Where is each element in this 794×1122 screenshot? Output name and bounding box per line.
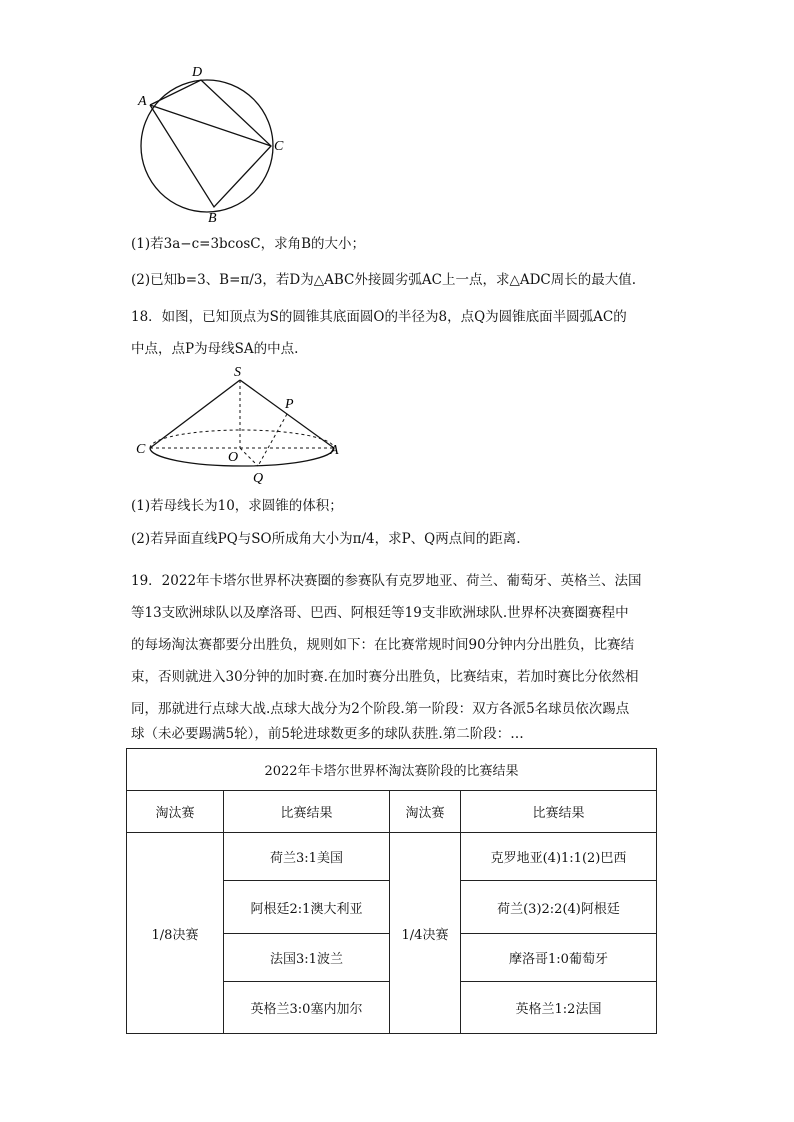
q17-part2: (2)已知b=3、B=π/3，若D为△ABC外接圆劣弧AC上一点，求△ADC周长的最大值.	[131, 272, 637, 288]
stage-round-of-16: 1/8决赛	[127, 833, 224, 1034]
label-a2: A	[330, 443, 339, 458]
label-a: A	[138, 94, 147, 109]
result-cell: 英格兰3:0塞内加尔	[224, 982, 390, 1034]
q19-line-6: 球（未必要踢满5轮），前5轮进球数更多的球队获胜.第二阶段：…	[131, 726, 524, 742]
generatrix-sc	[150, 380, 240, 448]
label-p: P	[285, 397, 294, 412]
header-result-right: 比赛结果	[461, 791, 657, 833]
q18-part2: (2)若异面直线PQ与SO所成角大小为π/4，求P、Q两点间的距离.	[131, 531, 521, 547]
diagonal-ac	[150, 105, 271, 146]
result-cell: 克罗地亚(4)1:1(2)巴西	[461, 833, 657, 881]
label-s: S	[234, 365, 241, 380]
table-title: 2022年卡塔尔世界杯淘汰赛阶段的比赛结果	[127, 749, 657, 791]
result-cell: 荷兰(3)2:2(4)阿根廷	[461, 881, 657, 934]
label-o: O	[228, 450, 239, 465]
label-c2: C	[136, 442, 146, 457]
q17-part1: (1)若3a−c=3bcosC，求角B的大小；	[131, 236, 366, 252]
base-ellipse-back	[150, 430, 334, 448]
q19-line-3: 的每场淘汰赛都要分出胜负，规则如下：在比赛常规时间90分钟内分出胜负，比赛结	[131, 637, 635, 653]
stage-quarterfinal: 1/4决赛	[390, 833, 461, 1034]
header-stage-right: 淘汰赛	[390, 791, 461, 833]
result-cell: 荷兰3:1美国	[224, 833, 390, 881]
segment-pq	[258, 414, 287, 466]
results-table	[126, 748, 657, 1034]
label-b: B	[208, 211, 217, 226]
header-result-left: 比赛结果	[224, 791, 390, 833]
result-cell: 阿根廷2:1澳大利亚	[224, 881, 390, 934]
result-cell: 英格兰1:2法国	[461, 982, 657, 1034]
q19-line-4: 束，否则就进入30分钟的加时赛.在加时赛分出胜负，比赛结束，若加时赛比分依然相	[131, 669, 639, 685]
q19-line-5: 同，那就进行点球大战.点球大战分为2个阶段.第一阶段：双方各派5名球员依次踢点	[131, 701, 630, 717]
label-q: Q	[253, 471, 264, 486]
cone-figure	[130, 360, 360, 490]
label-d: D	[192, 65, 203, 80]
table-row	[127, 833, 657, 881]
q19-line-2: 等13支欧洲球队以及摩洛哥、巴西、阿根廷等19支非欧洲球队.世界杯决赛圈赛程中	[131, 605, 629, 621]
result-cell: 摩洛哥1:0葡萄牙	[461, 934, 657, 982]
q18-part1: (1)若母线长为10，求圆锥的体积；	[131, 498, 343, 514]
header-stage-left: 淘汰赛	[127, 791, 224, 833]
circle-figure	[130, 58, 300, 228]
q18-intro-line1: 18．如图，已知顶点为S的圆锥其底面圆O的半径为8，点Q为圆锥底面半圆弧AC的	[131, 309, 627, 325]
q19-line-1: 19．2022年卡塔尔世界杯决赛圈的参赛队有克罗地亚、荷兰、葡萄牙、英格兰、法国	[131, 573, 642, 589]
label-c: C	[274, 139, 284, 154]
segment-oq	[240, 448, 258, 466]
base-ellipse-front	[150, 448, 334, 466]
q18-intro-line2: 中点，点P为母线SA的中点.	[131, 341, 299, 357]
result-cell: 法国3:1波兰	[224, 934, 390, 982]
